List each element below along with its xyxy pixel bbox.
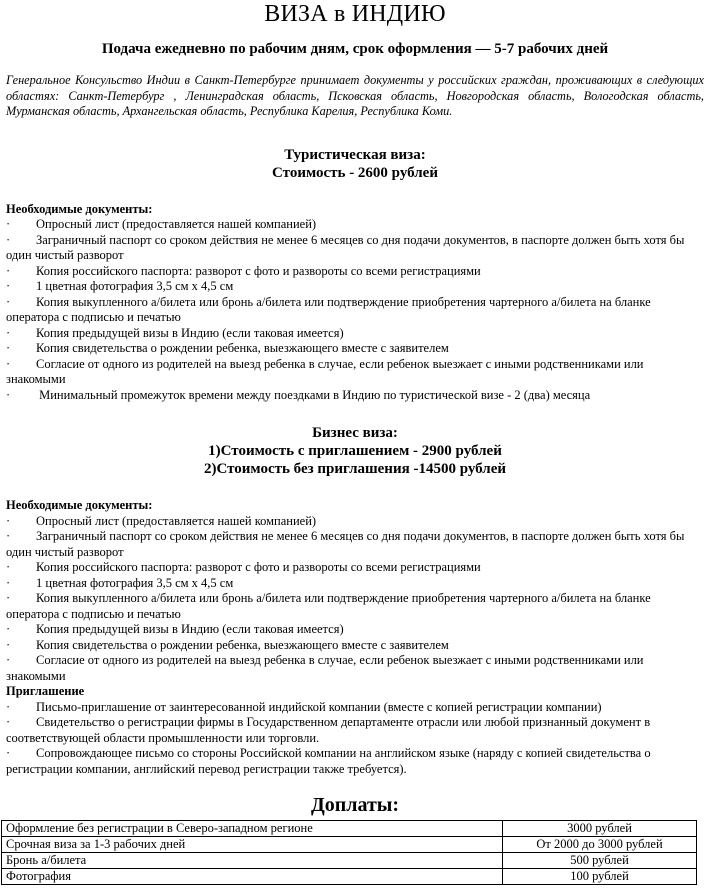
list-item-text: Копия российского паспорта: разворот с фото и развороты со всеми регистрациями [36,560,481,574]
fee-price: 100 рублей [503,869,697,885]
bullet-icon: · [6,560,11,574]
bullet-icon: · [6,591,11,605]
list-item-text: 1 цветная фотография 3,5 см х 4,5 см [36,575,234,590]
bullet-icon: · [6,699,11,714]
tourist-visa-price: Стоимость - 2600 рублей [272,164,438,181]
fees-table [1,820,697,885]
list-item-text: Копия предыдущей визы в Индию (если таковая имеется) [36,325,344,340]
tourist-visa-section [6,146,704,404]
list-item [6,529,704,560]
fee-name: Оформление без регистрации в Северо-западном регионе [2,821,503,837]
list-item [6,576,704,592]
business-docs-title: Необходимые документы: [6,498,153,512]
payments-heading: Доплаты: [310,794,400,816]
bullet-icon: · [6,294,11,309]
option-number: 1) [208,443,221,459]
list-item [6,233,704,264]
list-item-text: Свидетельство о регистрации фирмы в Государственном департаменте отрасли или любой признанный документ в соответствующей области промышленности или торговли. [6,715,651,745]
business-visa-heading: Бизнес виза: [312,425,398,441]
list-item [6,514,704,530]
bullet-icon: · [6,529,11,543]
list-item [6,560,704,576]
list-item [6,638,704,654]
list-item-text: Копия российского паспорта: разворот с фото и развороты со всеми регистрациями [36,263,481,278]
list-item [6,279,704,295]
bullet-icon: · [6,325,11,340]
business-visa-section [6,424,704,777]
tourist-docs-title: Необходимые документы: [6,201,153,216]
list-item [6,653,704,684]
bullet-icon: · [6,387,11,402]
page-subtitle: Подача ежедневно по рабочим дням, срок оформления — 5-7 рабочих дней [101,41,609,57]
list-item-text: Копия выкупленного а/билета или бронь а/билета или подтверждение приобретения чартерного а/билета на бланке оператора с подписью и печатью [6,591,651,621]
table-row [2,837,697,853]
fee-name: Срочная виза за 1-3 рабочих дней [2,837,503,853]
fee-price: 500 рублей [503,853,697,869]
bullet-icon: · [6,356,11,371]
list-item-text: Согласие от одного из родителей на выезд ребенка в случае, если ребенок выезжает с иными родственниками или знакомыми [6,653,644,683]
list-item [6,264,704,280]
list-item-text: Согласие от одного из родителей на выезд ребенка в случае, если ребенок выезжает с иными родственниками или знакомыми [6,356,644,386]
list-item [6,700,704,716]
document-page [6,0,704,817]
list-item-text: Письмо-приглашение от заинтересованной индийской компании (вместе с копией регистрации компании) [36,699,602,714]
bullet-icon: · [6,217,11,231]
fee-price: От 2000 до 3000 рублей [503,837,697,853]
bullet-icon: · [6,746,11,760]
list-item [6,217,704,233]
fee-name: Фотография [2,869,503,885]
bullet-icon: · [6,232,11,247]
list-item [6,357,704,388]
list-item-text: Заграничный паспорт со сроком действия не менее 6 месяцев со дня подачи документов, в паспорте должен быть хотя бы один чистый разворот [6,529,685,559]
list-item-text: Заграничный паспорт со сроком действия не менее 6 месяцев со дня подачи документов, в паспорте должен быть хотя бы один чистый разворот [6,232,685,262]
intro-paragraph: Генеральное Консульство Индии в Санкт-Петербурге принимает документы у российских граждан, проживающих в следующих областях: Санкт-Петербург , Ленинградская область, Псковская область, Новгородская область, Вологодская область, Мурманская область, Архангельская область, Республика Карелия, Республика Коми. [6,73,704,118]
bullet-icon: · [6,653,11,667]
list-item-text: 1 цветная фотография 3,5 см х 4,5 см [36,279,234,293]
business-visa-option [6,442,704,460]
list-item-text: Опросный лист (предоставляется нашей компанией) [36,217,317,231]
list-item [6,341,704,357]
bullet-icon: · [6,263,11,278]
list-item [6,622,704,638]
list-item-text: Копия предыдущей визы в Индию (если таковая имеется) [36,622,344,636]
list-item-text: Сопровождающее письмо со стороны Российской компании на английском языке (наряду с копией свидетельства о регистрации компании, английский перевод регистрации также требуется). [6,746,651,776]
list-item [6,715,704,746]
bullet-icon: · [6,575,11,590]
table-row [2,869,697,885]
invitation-docs-list [6,700,704,778]
business-docs-list [6,514,704,685]
bullet-icon: · [6,341,11,355]
page-title: ВИЗА в ИНДИЮ [264,1,446,27]
table-row [2,821,697,837]
tourist-visa-heading: Туристическая виза: [284,146,426,163]
table-row [2,853,697,869]
list-item-text: Опросный лист (предоставляется нашей компанией) [36,513,317,528]
list-item [6,388,704,404]
option-number: 2) [203,461,217,477]
tourist-docs-list [6,217,704,403]
invitation-title: Приглашение [6,684,85,698]
bullet-icon: · [6,279,11,293]
fee-name: Бронь а/билета [2,853,503,869]
bullet-icon: · [6,715,11,729]
bullet-icon: · [6,513,11,528]
list-item [6,591,704,622]
list-item-text: Минимальный промежуток времени между поездками в Индию по туристической визе - 2 (два) месяца [36,387,591,402]
list-item [6,295,704,326]
list-item [6,326,704,342]
fee-price: 3000 рублей [503,821,697,837]
business-visa-option [6,460,704,478]
option-text: Стоимость без приглашения -14500 рублей [216,461,506,477]
list-item-text: Копия выкупленного а/билета или бронь а/билета или подтверждение приобретения чартерного а/билета на бланке оператора с подписью и печатью [6,294,651,324]
bullet-icon: · [6,637,11,652]
list-item-text: Копия свидетельства о рождении ребенка, выезжающего вместе с заявителем [36,341,449,355]
option-text: Стоимость с приглашением - 2900 рублей [220,443,502,459]
list-item-text: Копия свидетельства о рождении ребенка, выезжающего вместе с заявителем [36,637,449,652]
list-item [6,746,704,777]
bullet-icon: · [6,622,11,636]
